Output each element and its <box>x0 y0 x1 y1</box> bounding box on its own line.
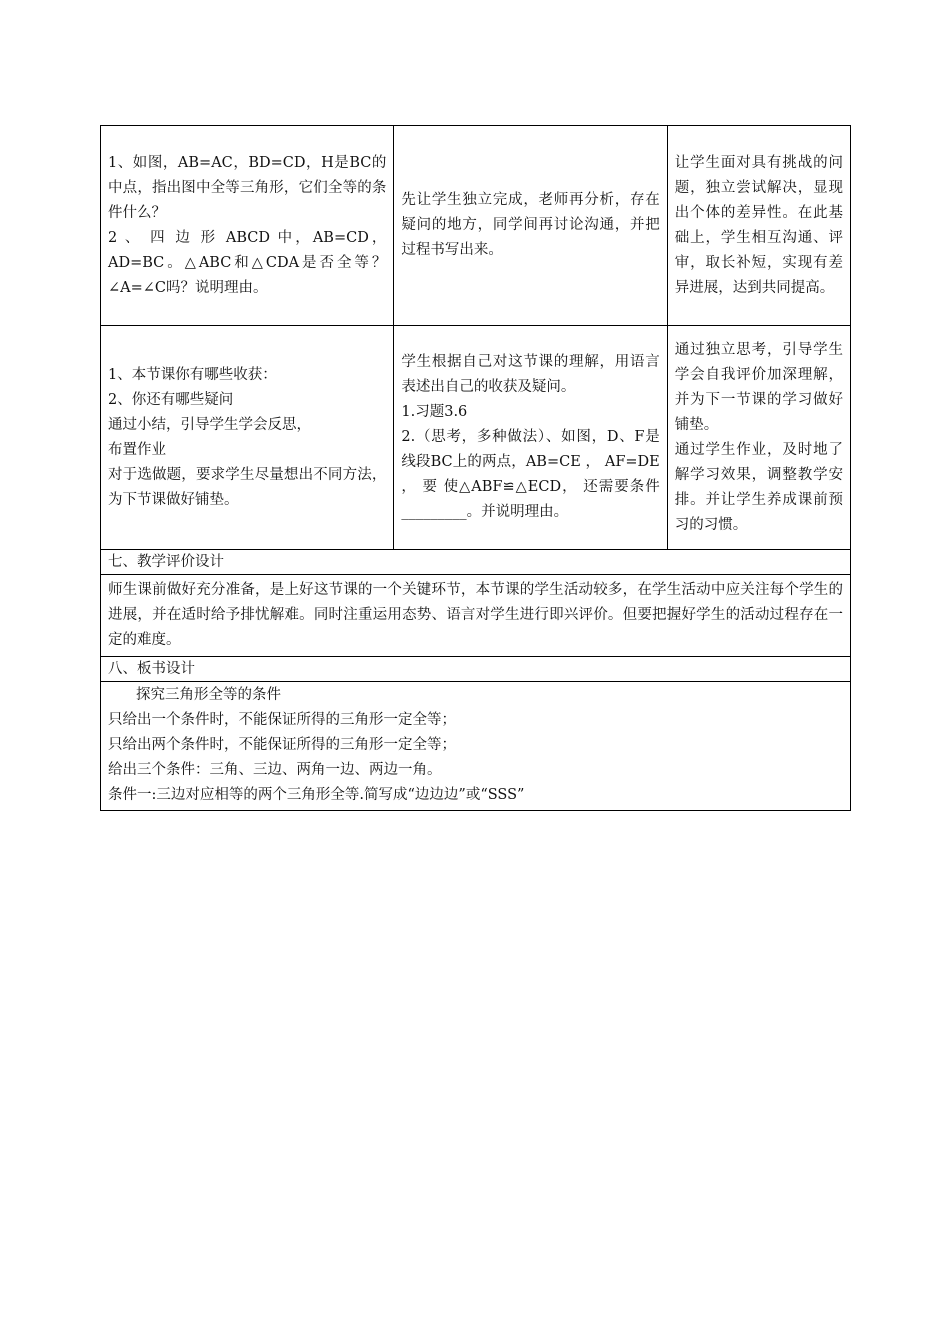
summary-line: 对于选做题，要求学生尽量想出不同方法，为下节课做好铺垫。 <box>108 466 387 508</box>
intent-cell <box>667 126 850 326</box>
table-row <box>101 126 851 326</box>
homework-line: 1.习题3.6 <box>401 404 468 420</box>
table-row <box>101 326 851 550</box>
reflection-line: 通过独立思考，引导学生学会自我评价加深理解，并为下一节课的学习做好铺垫。 <box>674 341 843 433</box>
homework-cell <box>394 326 667 550</box>
section-7-body: 师生课前做好充分准备，是上好这节课的一个关键环节，本节课的学生活动较多，在学生活动中应关注每个学生的进展，并在适时给予排忧解难。同时注重运用态势、语言对学生进行即兴评价。但要把握好学生的活动过程存在一定的难度。 <box>101 575 851 657</box>
exercise-1-text: 1、如图，AB=AC，BD=CD，H是BC的中点，指出图中全等三角形，它们全等的条件什么？ <box>108 154 387 221</box>
lesson-plan-document <box>100 125 851 811</box>
board-line: 条件一:三边对应相等的两个三角形全等.简写成“边边边”或“SSS” <box>108 787 525 803</box>
summary-cell <box>101 326 394 550</box>
intent-text: 让学生面对具有挑战的问题，独立尝试解决，显现出个体的差异性。在此基础上，学生相互沟通、评审，取长补短，实现有差异进展，达到共同提高。 <box>674 154 843 296</box>
section-8-title: 八、板书设计 <box>101 657 851 682</box>
exercise-cell <box>101 126 394 326</box>
board-line: 给出三个条件：三角、三边、两角一边、两边一角。 <box>108 762 442 778</box>
method-cell <box>394 126 667 326</box>
summary-line: 2、你还有哪些疑问 <box>108 391 234 408</box>
board-line: 只给出两个条件时，不能保证所得的三角形一定全等； <box>108 737 456 753</box>
table-row <box>101 682 851 811</box>
lesson-plan-table <box>100 125 851 811</box>
homework-line: 学生根据自己对这节课的理解，用语言表述出自己的收获及疑问。 <box>401 354 660 395</box>
section-7-title: 七、教学评价设计 <box>101 550 851 575</box>
method-text: 先让学生独立完成，老师再分析，存在疑问的地方，同学间再讨论沟通，并把过程书写出来。 <box>401 192 660 258</box>
board-design-cell <box>101 682 851 811</box>
reflection-cell <box>667 326 850 550</box>
reflection-line: 通过学生作业，及时地了解学习效果，调整教学安排。并让学生养成课前预习的习惯。 <box>674 441 843 533</box>
summary-line: 通过小结，引导学生学会反思， <box>108 416 311 433</box>
homework-line: 2.（思考，多种做法）、如图，D、F是线段BC上的两点，AB=CE ， AF=DE ， 要 使△ABF≌△ECD， 还需要条件 _________。并说明理由。 <box>401 429 660 520</box>
table-row <box>101 657 851 682</box>
exercise-2-text: 2 、 四 边 形 ABCD 中，AB=CD，AD=BC。△ABC和△CDA是否全等？∠A=∠C吗？说明理由。 <box>108 229 387 296</box>
board-line: 只给出一个条件时，不能保证所得的三角形一定全等； <box>108 712 456 728</box>
summary-line: 布置作业 <box>108 441 166 458</box>
summary-line: 1、本节课你有哪些收获： <box>108 366 277 383</box>
board-heading: 探究三角形全等的条件 <box>136 687 281 703</box>
table-row <box>101 575 851 657</box>
table-row <box>101 550 851 575</box>
